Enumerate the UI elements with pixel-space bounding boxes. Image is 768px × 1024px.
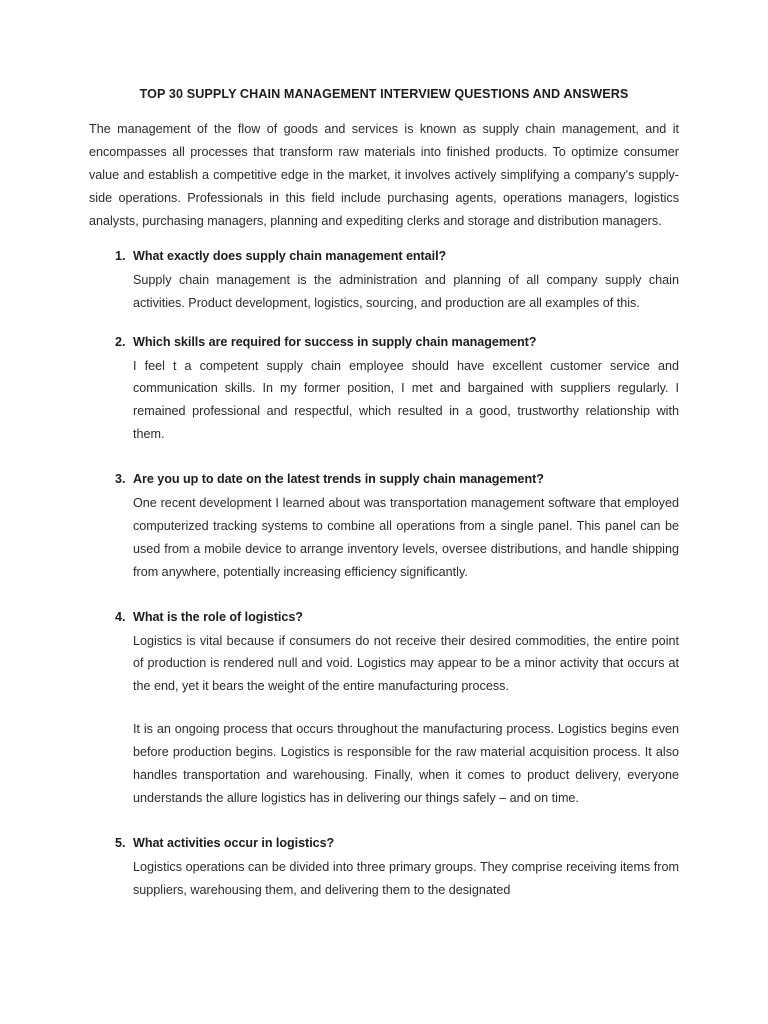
answer-paragraph: Logistics operations can be divided into three primary groups. They comprise receiving items from suppliers, warehousing them, and delivering them to the designated [133, 859, 679, 897]
answer-paragraph: Supply chain management is the administration and planning of all company supply chain activities. Product development, logistics, sourcing, and production are all examples of this. [133, 272, 679, 310]
answer-paragraph: Logistics is vital because if consumers do not receive their desired commodities, the entire point of production is rendered null and void. Logistics may appear to be a minor activity that occurs at the end, yet it bears the weight of the entire manufacturing process. [133, 633, 679, 694]
question-heading: Are you up to date on the latest trends in supply chain management? [133, 472, 544, 487]
page-title: TOP 30 SUPPLY CHAIN MANAGEMENT INTERVIEW QUESTIONS AND ANSWERS [139, 87, 629, 101]
list-item-number: 4. [115, 609, 126, 624]
list-item-number: 2. [115, 334, 126, 349]
question-heading: What exactly does supply chain management entail? [133, 248, 447, 263]
questions-list [89, 245, 679, 902]
question-heading: What activities occur in logistics? [133, 835, 335, 850]
question-heading: What is the role of logistics? [133, 609, 303, 624]
question-heading: Which skills are required for success in supply chain management? [133, 334, 537, 349]
list-item-number: 1. [115, 248, 126, 263]
list-item [89, 468, 679, 584]
intro-paragraph: The management of the flow of goods and services is known as supply chain management, and it encompasses all processes that transform raw materials into finished products. To optimize consumer value and establish a competitive edge in the market, it involves actively simplifying a company's supply-side operations. Professionals in this field include purchasing agents, operations managers, logistics analysts, purchasing managers, planning and expediting clerks and storage and distribution managers. [89, 122, 679, 228]
list-item [89, 606, 679, 810]
answer-paragraph: I feel t a competent supply chain employee should have excellent customer service and communication skills. In my former position, I met and bargained with suppliers regularly. I remained professional and respectful, which resulted in a good, trustworthy relationship with them. [133, 358, 679, 442]
answer-paragraph: One recent development I learned about was transportation management software that employed computerized tracking systems to combine all operations from a single panel. This panel can be used from a mobile device to arrange inventory levels, oversee distributions, and handle shipping from anywhere, potentially increasing efficiency significantly. [133, 496, 679, 579]
document-content [89, 86, 679, 918]
list-item [89, 331, 679, 447]
list-item [89, 245, 679, 315]
list-item [89, 832, 679, 902]
list-item-number: 5. [115, 835, 126, 850]
list-item-number: 3. [115, 472, 126, 487]
answer-paragraph-secondary: It is an ongoing process that occurs throughout the manufacturing process. Logistics begins even before production begins. Logistics is responsible for the raw material acquisition process. It also handles transportation and warehousing. Finally, when it comes to product delivery, everyone understands the allure logistics has in delivering our things safely – and on time. [133, 722, 679, 806]
